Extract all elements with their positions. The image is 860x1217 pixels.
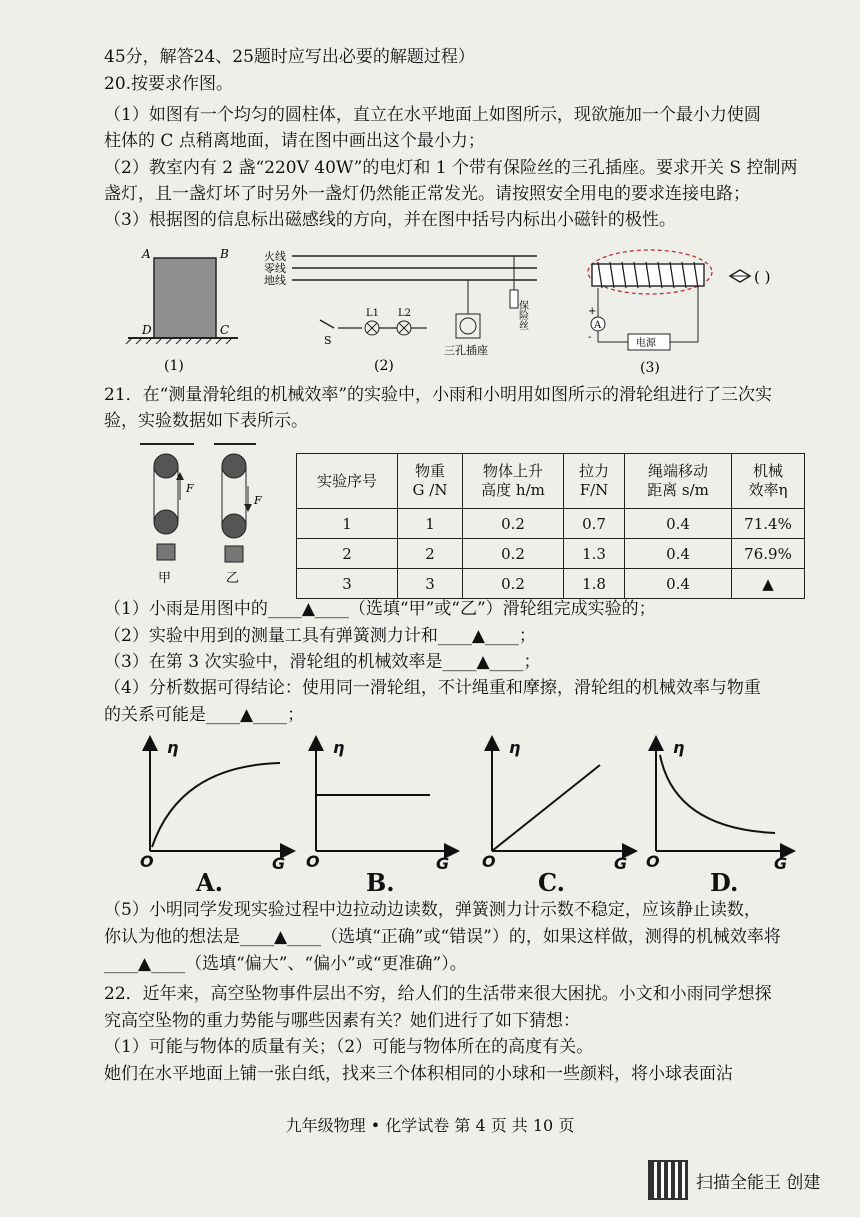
q20-part1-line1: （1）如图有一个均匀的圆柱体，直立在水平地面上如图所示，现欲施加一个最小力使圆 [104,105,761,125]
q20-part3: （3）根据图的信息标出磁感线的方向，并在图中括号内标出小磁针的极性。 [104,210,676,230]
figure-solenoid [580,240,790,380]
header-cell: 拉力 F/N [564,454,625,509]
table-row: 3 3 0.2 1.8 0.4 ▲ [297,569,805,599]
moving-pulley-left [154,510,178,534]
scanner-stamp-text: 扫描全能王 创建 [696,1172,821,1193]
graph-D-origin: O [646,852,660,871]
neutral-wire-label: 零线 [264,262,286,275]
q21-sub5-line3: ____▲____（选填“偏大”、“偏小”或“更准确”）。 [104,954,467,974]
curve-D [660,755,775,833]
table-header-row [297,454,805,509]
graph-C-origin: O [482,852,496,871]
ground-wire-label: 地线 [264,274,286,287]
fuse-label: 保险丝 [516,300,528,330]
header-fragment: 45分，解答24、25题时应写出必要的解题过程） [104,47,475,67]
weight-left [157,544,175,560]
graph-A-origin: O [140,852,154,871]
cylinder-shape [154,258,216,338]
fig3-caption: (3) [640,360,660,376]
header-cell: 绳端移动 距离 s/m [625,454,732,509]
graph-D-x: G [774,854,788,873]
fig2-caption: (2) [374,358,394,374]
q20-part2-line2: 盏灯，且一盏灯坏了时另外一盏灯仍然能正常发光。请按照安全用电的要求连接电路； [104,184,750,204]
table-row: 1 1 0.2 0.7 0.4 71.4% [297,509,805,539]
q21-sub4-line2: 的关系可能是____▲____； [104,705,305,725]
graph-B-x: G [436,854,450,873]
figure-pulleys [130,440,280,590]
graph-B [316,743,452,851]
label-C: C [220,323,230,337]
q21-sub1: （1）小雨是用图中的____▲____（选填“甲”或“乙”）滑轮组完成实验的； [104,599,656,619]
needle-bracket: ( ) [754,268,771,286]
scanner-stamp [648,1160,820,1200]
switch-label: S [324,334,332,347]
graph-A-label: A. [196,868,223,897]
force-label-right: F [254,494,262,507]
graph-C-x: G [614,854,628,873]
graph-A-y: η [167,738,179,757]
pulley-jia-label: 甲 [158,571,172,586]
moving-pulley-right [222,514,246,538]
pulley-yi-label: 乙 [226,571,240,586]
label-D: D [142,323,152,337]
graph-D [656,743,788,851]
label-A: A [142,247,151,261]
socket-label: 三孔插座 [444,344,488,357]
force-label-left: F [186,482,194,495]
q21-intro-line1: 21．在“测量滑轮组的机械效率”的实验中，小雨和小明用如图所示的滑轮组进行了三次实 [104,385,773,405]
graph-B-origin: O [306,852,320,871]
graph-options [130,735,810,890]
graph-B-label: B. [366,868,395,897]
q21-sub5-line2: 你认为他的想法是____▲____（选填“正确”或“错误”）的，如果这样做，测得的机械效率将 [104,927,781,947]
q22-line1: 22．近年来，高空坠物事件层出不穷，给人们的生活带来很大困扰。小文和小雨同学想探 [104,984,772,1004]
header-cell: 机械 效率η [732,454,805,509]
graph-C-label: C. [538,868,566,897]
power-source-label: 电源 [636,338,656,349]
graph-C-y: η [509,738,521,757]
graph-A [150,743,288,851]
graph-D-y: η [673,738,685,757]
ammeter-label: A [594,320,602,331]
fixed-pulley-right [222,454,246,478]
q21-sub4-line1: （4）分析数据可得结论：使用同一滑轮组，不计绳重和摩擦，滑轮组的机械效率与物重 [104,678,761,698]
q20-title: 20.按要求作图。 [104,74,234,94]
ammeter-plus: + [588,306,597,317]
qr-code-icon [648,1160,688,1200]
lamp-L2-label: L2 [398,308,412,319]
curve-C [492,765,600,851]
header-cell: 物体上升 高度 h/m [463,454,564,509]
graph-C [492,743,630,851]
q22-line3: （1）可能与物体的质量有关；（2）可能与物体所在的高度有关。 [104,1037,594,1057]
figure-circuit [262,240,547,380]
q20-part2-line1: （2）教室内有 2 盏“220V 40W”的电灯和 1 个带有保险丝的三孔插座。要求开关 S 控制两 [104,158,798,178]
fixed-pulley-left [154,454,178,478]
figure-cylinder [120,240,250,380]
graph-B-y: η [333,738,345,757]
header-cell: 实验序号 [297,454,398,509]
header-cell: 物重 G /N [398,454,463,509]
fig1-caption: (1) [164,358,184,374]
live-wire-label: 火线 [264,250,286,263]
experiment-table [296,453,805,599]
lamp-L1-label: L1 [366,308,380,319]
q21-sub5-line1: （5）小明同学发现实验过程中边拉动边读数，弹簧测力计示数不稳定，应该静止读数， [104,900,761,920]
page-footer: 九年级物理 • 化学试卷 第 4 页 共 10 页 [285,1116,575,1135]
q22-line2: 究高空坠物的重力势能与哪些因素有关？她们进行了如下猜想： [104,1011,580,1031]
q22-line4: 她们在水平地面上铺一张白纸，找来三个体积相同的小球和一些颜料，将小球表面沾 [104,1064,733,1084]
q20-part1-line2: 柱体的 C 点稍离地面，请在图中画出这个最小力； [104,131,485,151]
ammeter-minus: - [588,332,592,343]
label-B: B [220,247,229,261]
graph-A-x: G [272,854,286,873]
q21-sub2: （2）实验中用到的测量工具有弹簧测力计和____▲____； [104,626,536,646]
q21-sub3: （3）在第 3 次实验中，滑轮组的机械效率是____▲____； [104,652,541,672]
table-row: 2 2 0.2 1.3 0.4 76.9% [297,539,805,569]
curve-A [152,763,280,847]
q21-intro-line2: 验，实验数据如下表所示。 [104,411,308,431]
weight-right [225,546,243,562]
graph-D-label: D. [710,868,739,897]
